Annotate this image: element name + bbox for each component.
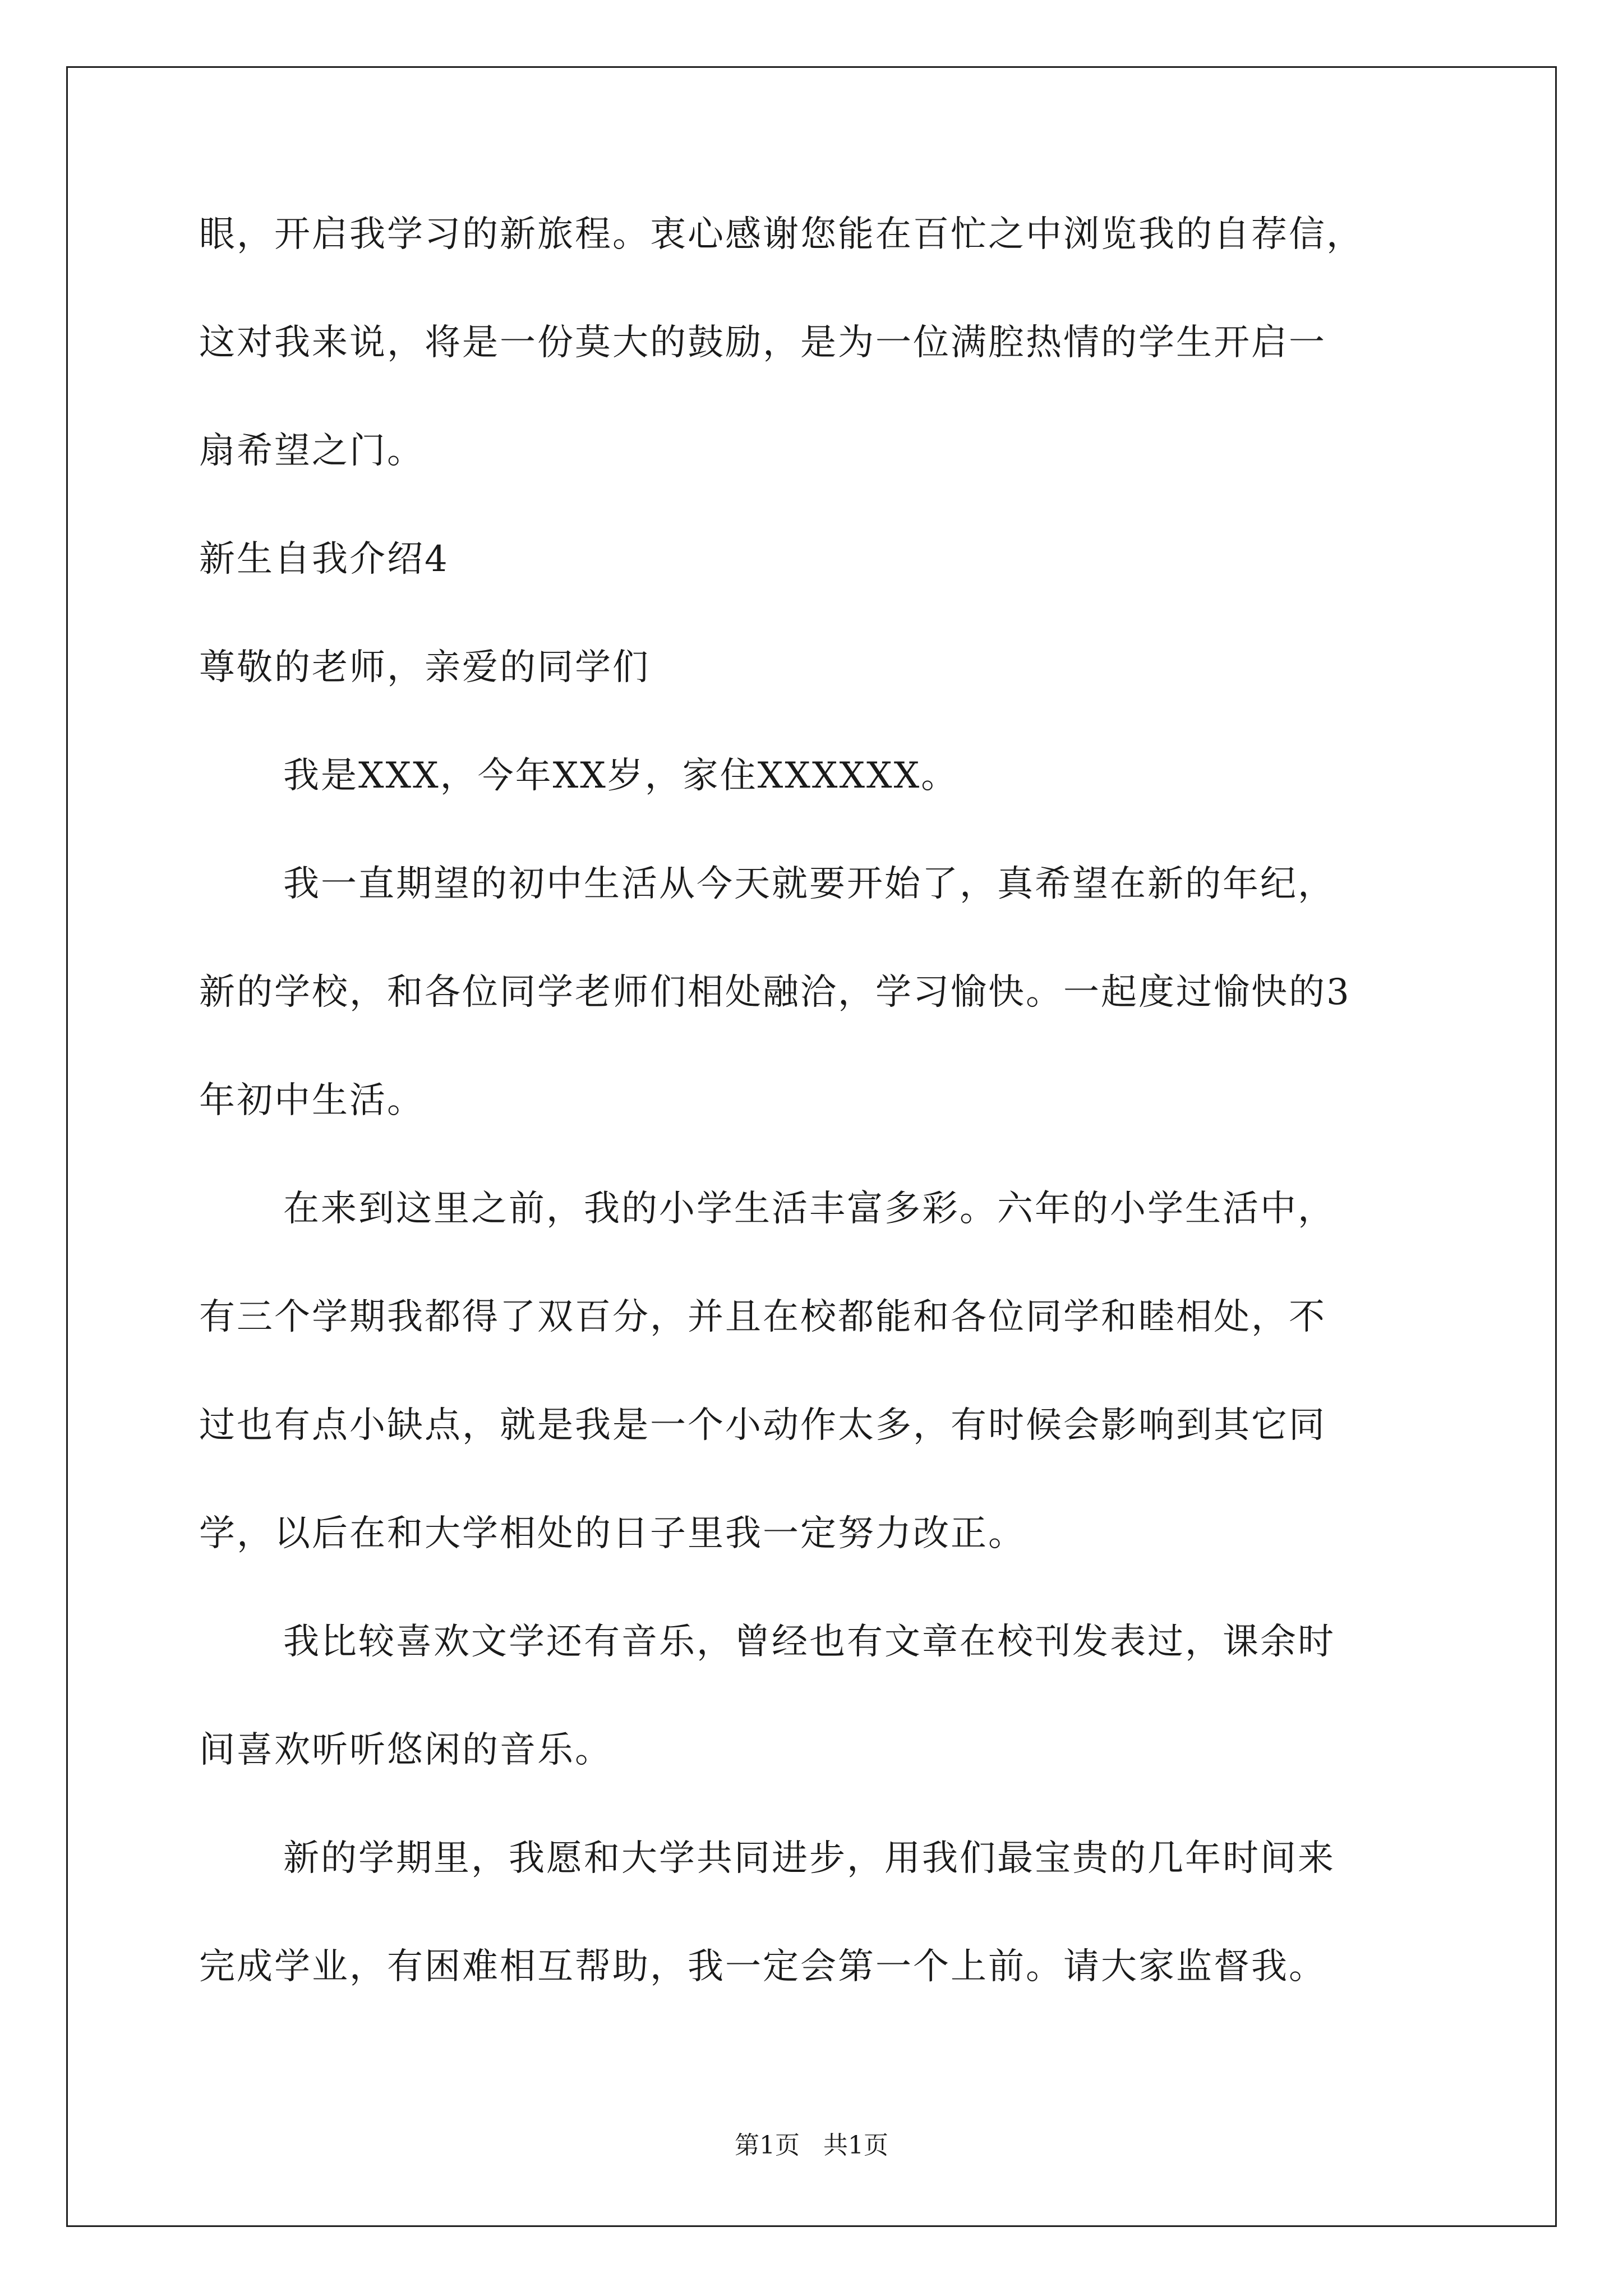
text-line: 新的学校，和各位同学老师们相处融洽，学习愉快。一起度过愉快的3 bbox=[199, 972, 1351, 1013]
text-line: 这对我来说，将是一份莫大的鼓励，是为一位满腔热情的学生开启一 bbox=[199, 322, 1326, 364]
salutation: 尊敬的老师，亲爱的同学们 bbox=[199, 647, 650, 688]
page-number-footer: 第1页 共1页 bbox=[735, 2131, 888, 2160]
text-line: 新的学期里，我愿和大学共同进步，用我们最宝贵的几年时间来 bbox=[283, 1838, 1335, 1879]
text-line: 过也有点小缺点，就是我是一个小动作太多，有时候会影响到其它同 bbox=[199, 1405, 1326, 1446]
text-line: 有三个学期我都得了双百分，并且在校都能和各位同学和睦相处，不 bbox=[199, 1296, 1326, 1338]
text-line: 我比较喜欢文学还有音乐，曾经也有文章在校刊发表过，课余时 bbox=[283, 1621, 1335, 1663]
text-line: 眼，开启我学习的新旅程。衷心感谢您能在百忙之中浏览我的自荐信， bbox=[199, 214, 1364, 255]
text-line: 我是XXX，今年XX岁，家住XXXXXX。 bbox=[283, 755, 959, 797]
section-title: 新生自我介绍4 bbox=[199, 539, 449, 580]
text-line: 年初中生活。 bbox=[199, 1080, 425, 1121]
text-line: 扇希望之门。 bbox=[199, 430, 425, 472]
text-line: 我一直期望的初中生活从今天就要开始了，真希望在新的年纪， bbox=[283, 863, 1335, 905]
text-line: 学，以后在和大学相处的日子里我一定努力改正。 bbox=[199, 1513, 1026, 1554]
text-line: 间喜欢听听悠闲的音乐。 bbox=[199, 1729, 612, 1771]
text-line: 完成学业，有困难相互帮助，我一定会第一个上前。请大家监督我。 bbox=[199, 1946, 1326, 1987]
text-line: 在来到这里之前，我的小学生活丰富多彩。六年的小学生活中， bbox=[283, 1188, 1335, 1230]
document-body bbox=[199, 181, 1455, 2021]
